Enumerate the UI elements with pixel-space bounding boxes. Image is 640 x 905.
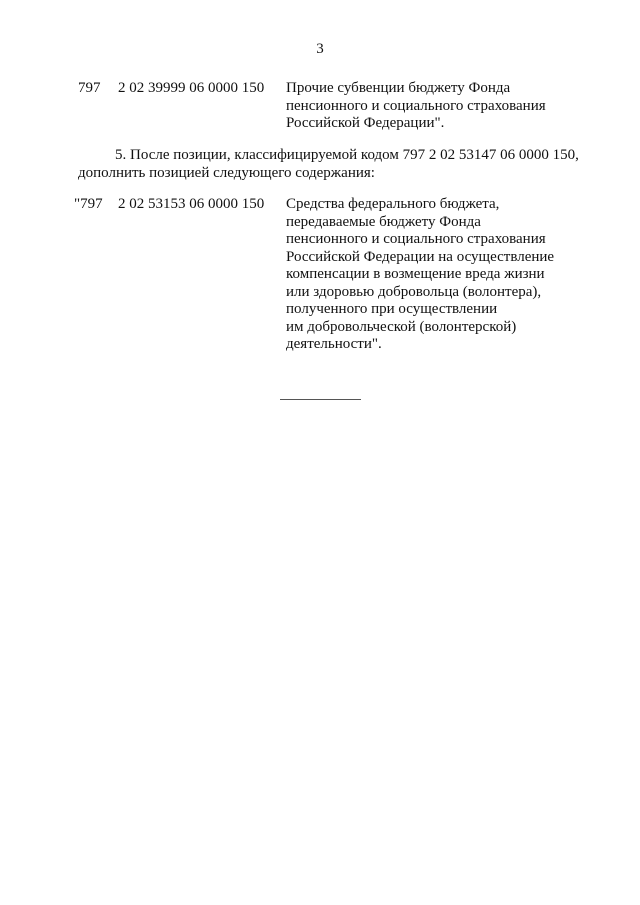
description-line: компенсации в возмещение вреда жизни xyxy=(286,266,545,282)
description-line: полученного при осуществлении xyxy=(286,301,498,317)
income-code: 2 02 39999 06 0000 150 xyxy=(118,80,265,96)
row-description xyxy=(286,196,586,354)
paragraph-line: дополнить позицией следующего содержания: xyxy=(78,164,375,181)
paragraph-line: 5. После позиции, классифицируемой кодом 797 2 02 53147 06 0000 150, xyxy=(115,147,579,163)
admin-code: 797 xyxy=(78,80,101,96)
admin-code: "797 xyxy=(74,196,103,212)
row-description xyxy=(286,80,586,133)
description-line: Средства федерального бюджета, xyxy=(286,196,500,212)
description-line: Российской Федерации на осуществление xyxy=(286,248,555,265)
description-line: Прочие субвенции бюджету Фонда xyxy=(286,80,511,96)
description-line: передаваемые бюджету Фонда xyxy=(286,213,481,230)
amendment-paragraph xyxy=(78,147,579,182)
page-number: 3 xyxy=(316,41,324,57)
description-line: деятельности". xyxy=(286,336,382,352)
description-line: или здоровью добровольца (волонтера), xyxy=(286,283,542,300)
end-separator-line xyxy=(280,399,361,400)
description-line: им добровольческой (волонтерской) xyxy=(286,318,517,335)
description-line: пенсионного и социального страхования xyxy=(286,97,546,114)
description-line: Российской Федерации". xyxy=(286,115,445,131)
income-code: 2 02 53153 06 0000 150 xyxy=(118,196,265,212)
description-line: пенсионного и социального страхования xyxy=(286,231,546,247)
